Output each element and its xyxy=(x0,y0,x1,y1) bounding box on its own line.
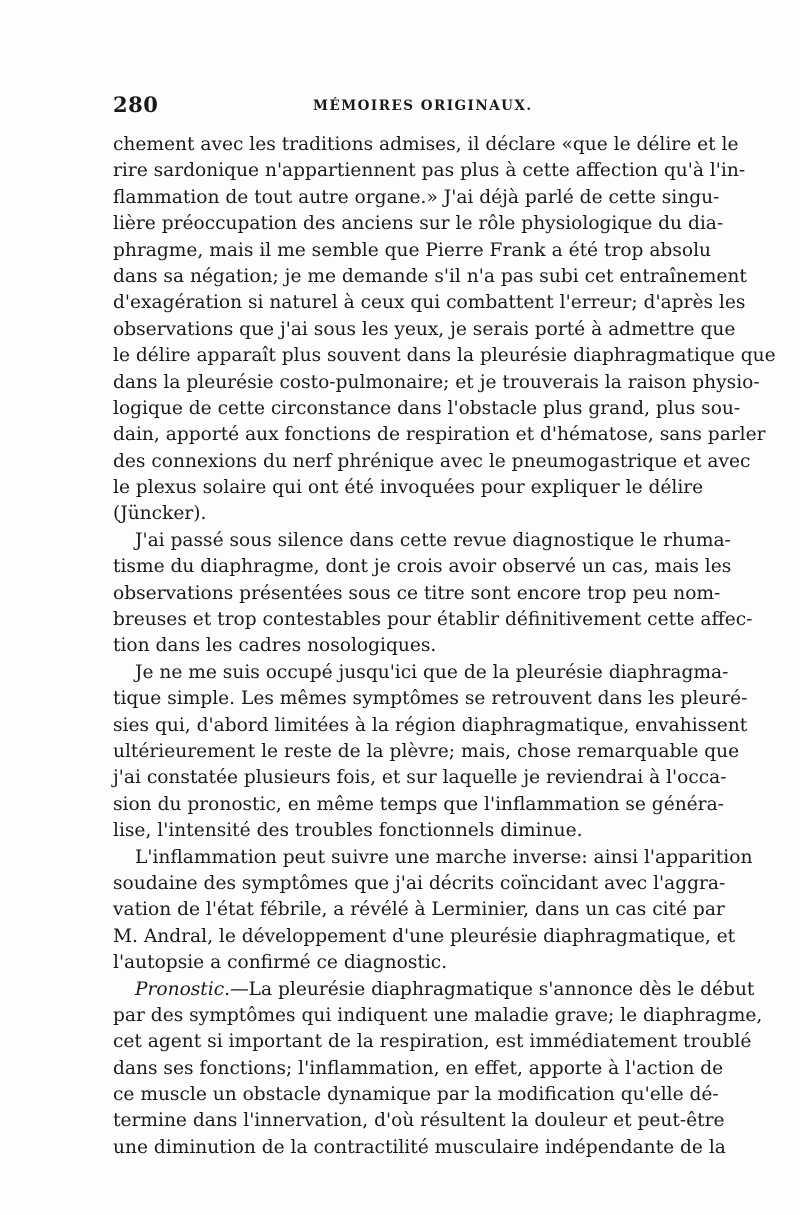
text-line: vation de l'état fébrile, a révélé à Lerminier, dans un cas cité par xyxy=(113,899,725,921)
paragraph-1 xyxy=(113,132,776,528)
text-line: tion dans les cadres nosologiques. xyxy=(113,635,437,657)
text-line: tisme du diaphragme, dont je crois avoir observé un cas, mais les xyxy=(113,556,732,578)
text-line: tique simple. Les mêmes symptômes se retrouvent dans les pleuré- xyxy=(113,688,748,710)
paragraph-2 xyxy=(113,528,753,660)
text-line: M. Andral, le développement d'une pleurésie diaphragmatique, et xyxy=(113,925,736,947)
text-line: flammation de tout autre organe.» J'ai déjà parlé de cette singu- xyxy=(113,186,720,208)
text-line: phragme, mais il me semble que Pierre Frank a été trop absolu xyxy=(113,239,711,261)
text-line: sion du pronostic, en même temps que l'inflammation se généra- xyxy=(113,793,724,815)
text-line: sies qui, d'abord limitées à la région diaphragmatique, envahissent xyxy=(113,714,748,736)
section-heading: Pronostic. xyxy=(135,978,231,1000)
text-line: ce muscle un obstacle dynamique par la modification qu'elle dé- xyxy=(113,1084,719,1106)
text-line: observations que j'ai sous les yeux, je serais porté à admettre que xyxy=(113,318,736,340)
text-line: le plexus solaire qui ont été invoquées pour expliquer le délire xyxy=(113,477,704,499)
text-line: breuses et trop contestables pour établir définitivement cette affec- xyxy=(113,609,753,631)
text-line: j'ai constatée plusieurs fois, et sur laquelle je reviendrai à l'occa- xyxy=(113,767,727,789)
text-line: dans la pleurésie costo-pulmonaire; et je trouverais la raison physio- xyxy=(113,371,760,393)
text-line: J'ai passé sous silence dans cette revue diagnostique le rhuma- xyxy=(135,529,731,551)
paragraph-4 xyxy=(113,845,753,977)
text-line xyxy=(113,977,755,1003)
running-title: MÉMOIRES ORIGINAUX. xyxy=(313,98,533,114)
text-line: logique de cette circonstance dans l'obstacle plus grand, plus sou- xyxy=(113,397,741,419)
text-line: lise, l'intensité des troubles fonctionnels diminue. xyxy=(113,820,583,842)
text-line: d'exagération si naturel à ceux qui combattent l'erreur; d'après les xyxy=(113,292,746,314)
text-line: termine dans l'innervation, d'où résultent la douleur et peut-être xyxy=(113,1110,725,1132)
page-number: 280 xyxy=(113,92,159,117)
text-line: dans sa négation; je me demande s'il n'a pas subi cet entraînement xyxy=(113,265,747,287)
text-line: rire sardonique n'appartiennent pas plus à cette affection qu'à l'in- xyxy=(113,160,746,182)
running-head xyxy=(113,92,693,122)
text-line: lière préoccupation des anciens sur le rôle physiologique du dia- xyxy=(113,213,724,235)
text-line: par des symptômes qui indiquent une maladie grave; le diaphragme, xyxy=(113,1004,763,1026)
heading-line-rest: —La pleurésie diaphragmatique s'annonce dès le début xyxy=(230,978,755,1000)
text-line: chement avec les traditions admises, il déclare «que le délire et le xyxy=(113,134,739,155)
text-line: observations présentées sous ce titre sont encore trop peu nom- xyxy=(113,582,721,604)
text-line: (Jüncker). xyxy=(113,503,207,525)
text-line: L'inflammation peut suivre une marche inverse: ainsi l'apparition xyxy=(135,846,753,868)
text-line: cet agent si important de la respiration, est immédiatement troublé xyxy=(113,1031,752,1053)
text-line: des connexions du nerf phrénique avec le pneumogastrique et avec xyxy=(113,450,751,472)
text-line: ultérieurement le reste de la plèvre; mais, chose remarquable que xyxy=(113,740,740,762)
paragraph-5 xyxy=(113,977,763,1162)
text-line: dain, apporté aux fonctions de respiration et d'hématose, sans parler xyxy=(113,424,766,446)
paragraph-3 xyxy=(113,660,748,845)
text-line: une diminution de la contractilité musculaire indépendante de la xyxy=(113,1136,726,1158)
text-line: soudaine des symptômes que j'ai décrits coïncidant avec l'aggra- xyxy=(113,872,726,894)
text-line: Je ne me suis occupé jusqu'ici que de la pleurésie diaphragma- xyxy=(135,661,729,683)
body-text xyxy=(113,132,776,1161)
text-line: dans ses fonctions; l'inflammation, en effet, apporte à l'action de xyxy=(113,1057,724,1079)
text-line: l'autopsie a confirmé ce diagnostic. xyxy=(113,952,448,974)
text-line: le délire apparaît plus souvent dans la pleurésie diaphragmatique que xyxy=(113,345,776,367)
